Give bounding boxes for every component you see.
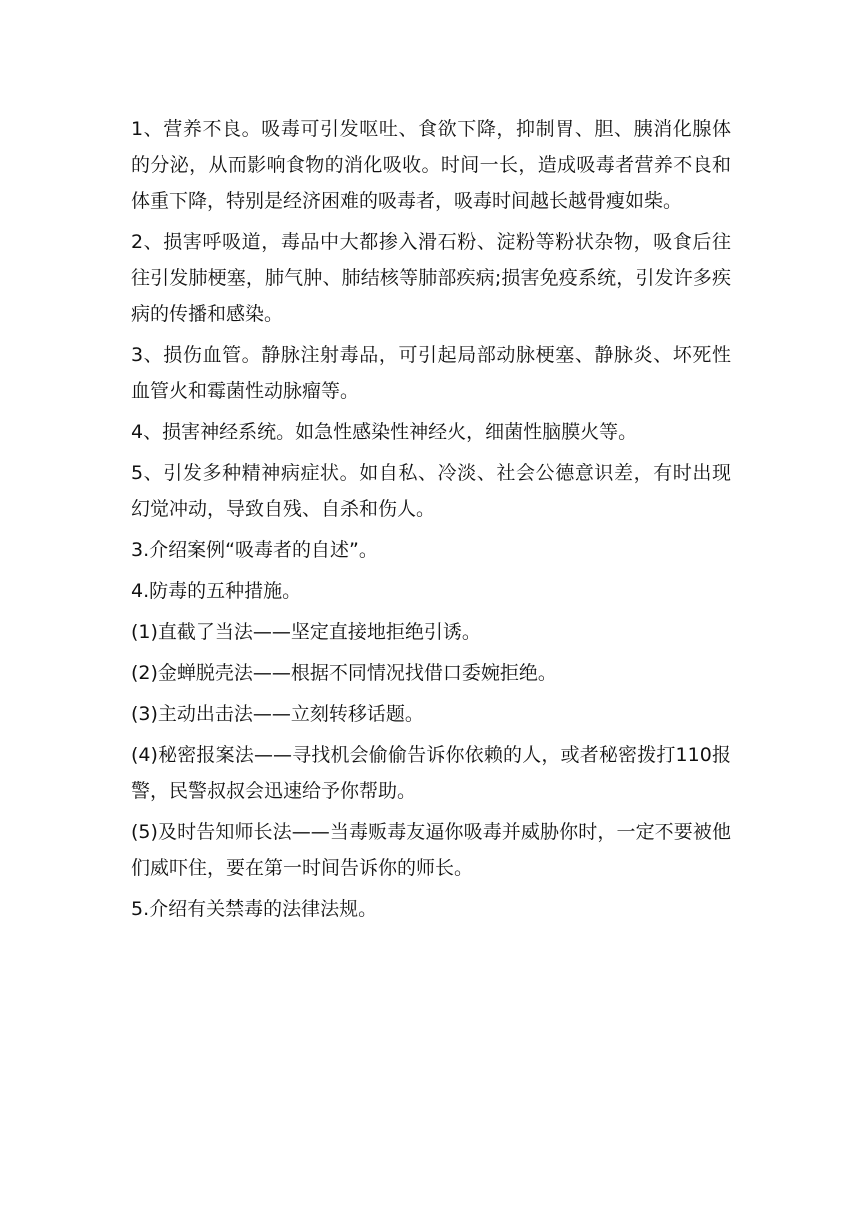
paragraph-nervous-system-damage: 4、损害神经系统。如急性感染性神经火，细菌性脑膜火等。 <box>131 421 638 443</box>
paragraph-measure-3: (3)主动出击法——立刻转移话题。 <box>131 703 424 725</box>
document-body <box>131 111 731 932</box>
paragraph-measure-1: (1)直截了当法——坚定直接地拒绝引诱。 <box>131 621 481 643</box>
paragraph-measure-2: (2)金蝉脱壳法——根据不同情况找借口委婉拒绝。 <box>131 662 557 684</box>
paragraph-malnutrition: 1、营养不良。吸毒可引发呕吐、食欲下降，抑制胃、胆、胰消化腺体的分泌，从而影响食物的消化吸收。时间一长，造成吸毒者营养不良和体重下降，特别是经济困难的吸毒者，吸毒时间越长越骨瘦如柴。 <box>131 118 731 212</box>
paragraph-laws-introduction: 5.介绍有关禁毒的法律法规。 <box>131 898 378 920</box>
paragraph-blood-vessel-damage: 3、损伤血管。静脉注射毒品，可引起局部动脉梗塞、静脉炎、坏死性血管火和霉菌性动脉瘤等。 <box>131 344 731 402</box>
paragraph-measure-4: (4)秘密报案法——寻找机会偷偷告诉你依赖的人，或者秘密拨打110报警，民警叔叔会迅速给予你帮助。 <box>131 744 731 802</box>
paragraph-case-introduction: 3.介绍案例“吸毒者的自述”。 <box>131 539 378 561</box>
paragraph-measure-5: (5)及时告知师长法——当毒贩毒友逼你吸毒并威胁你时，一定不要被他们威吓住，要在第一时间告诉你的师长。 <box>131 821 731 879</box>
paragraph-mental-symptoms: 5、引发多种精神病症状。如自私、冷淡、社会公德意识差，有时出现幻觉冲动，导致自残、自杀和伤人。 <box>131 462 731 520</box>
paragraph-five-measures-heading: 4.防毒的五种措施。 <box>131 580 302 602</box>
paragraph-respiratory-damage: 2、损害呼吸道，毒品中大都掺入滑石粉、淀粉等粉状杂物，吸食后往往引发肺梗塞，肺气肿、肺结核等肺部疾病;损害免疫系统，引发许多疾病的传播和感染。 <box>131 231 731 325</box>
